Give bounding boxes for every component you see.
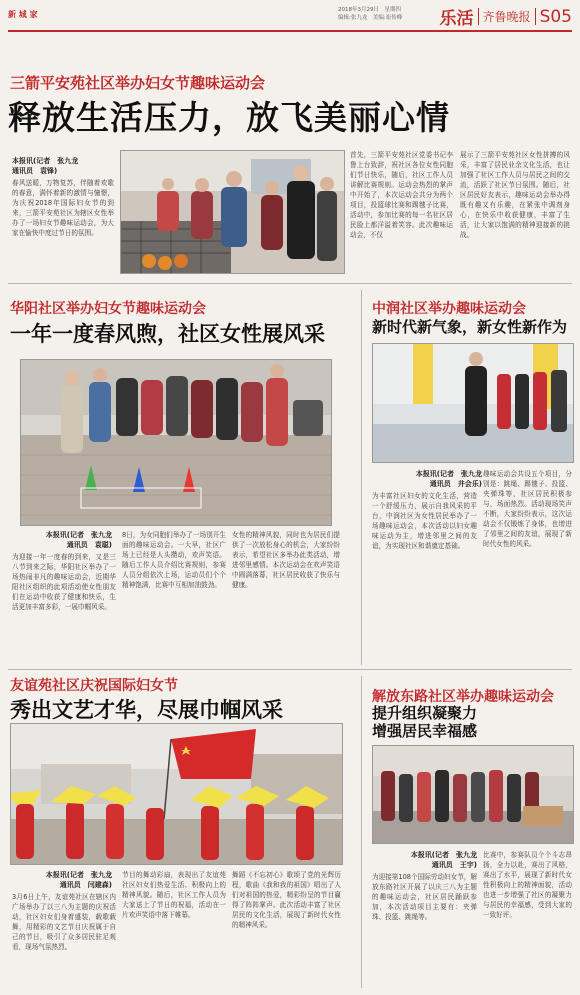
story1-photo	[120, 150, 345, 274]
story3-title	[372, 318, 567, 336]
story5-title-line2: 增强居民幸福感	[372, 722, 478, 740]
column-divider-1	[361, 290, 362, 665]
section-label-left: 新 城 家	[8, 10, 38, 19]
row-divider-1	[8, 283, 572, 284]
story4-photo-image	[11, 724, 342, 864]
story4-title: 秀出文艺才华，尽展巾帼风采	[10, 698, 283, 722]
story5-body-col2: 比赛中，参赛队员个个斗志昂扬，全力以赴，赛出了风格，赛出了水平，展现了新时代女性积极向上的精神面貌，活动也进一步增强了社区的凝聚力与居民的幸福感，受到大家的一致好评。	[483, 851, 572, 919]
story3-title-part2: 新女性新作为	[477, 318, 568, 336]
story2-body-col1: 为迎接一年一度春的到来，又是三八节到来之际，华阳社区举办了一场热闹非凡的趣味运动会，近期华阳社区组织的此项活动使女性朋友们在运动中收获了健康和快乐，生活更加丰富多彩，一展巾帼风采。	[12, 553, 116, 611]
masthead-right	[440, 4, 572, 29]
story1-byline-2: 通讯员 袁锋)	[12, 167, 58, 175]
story3-title-part1: 新时代新气象，	[372, 318, 478, 336]
story2-kicker: 华阳社区举办妇女节趣味运动会	[10, 301, 206, 317]
editor-line: 编辑:张九龙 美编:崔传峰	[338, 15, 403, 21]
story1-byline-1: 本报讯(记者 张九龙	[12, 157, 79, 165]
story4-byline-2: 通讯员 闫建森)	[59, 881, 112, 889]
story2-photo	[20, 359, 332, 526]
page-number: S05	[539, 6, 572, 27]
story1-byline	[12, 156, 112, 176]
story1-body-col3: 展示了三箭平安苑社区女性拼搏的风采，丰富了居民业余文化生活，也让加强了社区工作人员与居民之间的交流，活跃了社区节日氛围。随后，社区居民好友表示，趣味运动会举办得既有趣又有乐趣，在紧张中调剂身心，在快乐中收获健康，丰富了生活，让大家以饱满的精神迎接新的挑战。	[460, 151, 570, 239]
story3-body-col2: 趣味运动会共设五个项目，分别是：跳绳、踢毽子、投篮、夹弹珠等，社区居民积极参与，场面热烈。活动现场笑声不断，大家纷纷表示，这次运动会不仅锻炼了身体，也增进了邻里之间的友谊，展现了新时代女性的风采。	[483, 470, 572, 548]
story2-title: 一年一度春风煦，社区女性展风采	[10, 322, 325, 346]
story2-byline-2: 通讯员 袁聪)	[66, 541, 112, 549]
story5-photo-image	[373, 746, 573, 843]
story5-byline-2: 通讯员 王宇)	[431, 861, 477, 869]
story2-body-col2: 8日，为女同胞们举办了一场别开生面的趣味运动会。一大早，社区广场上已经是人头攒动，欢声笑语。随后工作人员介绍比赛规则，参赛人员分组依次上场，运动员们个个精神饱满，比赛中互相加油鼓劲。	[122, 531, 226, 589]
story3-kicker: 中润社区举办趣味运动会	[372, 301, 526, 317]
story2-photo-image	[21, 360, 331, 525]
story3-byline-2: 通讯员 井会乐)	[429, 480, 482, 488]
story5-byline-1: 本报讯(记者 张九龙	[410, 851, 477, 859]
story1-photo-image	[121, 151, 344, 273]
story3-body-col1: 为丰富社区妇女的文化生活，营造一个舒缓压力，展示自我风采的平台，中润社区为女性居民举办了一场趣味运动会，本次活动以妇女趣味运动为主，增进邻里之间的友谊，为实现社区和谐奠定基础。	[372, 492, 477, 550]
story4-kicker: 友谊苑社区庆祝国际妇女节	[10, 678, 178, 694]
story5-byline	[372, 850, 477, 870]
story1-body-col1: 春风送暖，万物复苏，伴随着欢歌的春意，满怀着新的激情与憧憬，为庆祝2018年国际妇女节的到来，三箭平安苑社区为辖区女性举办了一场妇女节趣味运动会，为大家在愉快中度过节日的氛围。	[12, 179, 114, 237]
newspaper-brand: 齐鲁晚报	[478, 8, 536, 25]
masthead-rule	[8, 30, 572, 32]
story1-title: 释放生活压力，放飞美丽心情	[8, 98, 450, 137]
story2-byline-1: 本报讯(记者 张九龙	[45, 531, 112, 539]
story4-body-col3: 舞蹈《不忘初心》歌颂了党的光辉历程，歌曲《我和我的祖国》唱出了人们对祖国的热爱，精彩纷呈的节目赢得了阵阵掌声。此次活动丰富了社区居民的文化生活，展现了新时代女性的精神风采。	[232, 871, 341, 929]
story5-title	[372, 704, 477, 740]
column-divider-2	[361, 676, 362, 988]
story4-photo	[10, 723, 343, 865]
story3-photo	[372, 343, 574, 463]
story3-byline-1: 本报讯(记者 张九龙	[415, 470, 482, 478]
story4-byline	[12, 870, 112, 890]
story5-kicker: 解放东路社区举办趣味运动会	[372, 689, 554, 705]
story2-body-col3: 女性的精神风貌，同时也为居民们提供了一次放松身心的机会，大家纷纷表示，希望社区多举办此类活动，增进邻里感情。本次运动会在欢声笑语中圆满落幕，社区居民收获了快乐与健康。	[232, 531, 340, 589]
story5-title-line1: 提升组织凝聚力	[372, 704, 478, 722]
story4-body-col1: 3月6日上午，友谊苑社区在辖区内广场举办了以三八为主题的庆祝活动，社区妇女们身着盛装，载歌载舞，用精彩的文艺节目庆祝属于自己的节日，吸引了众多居民驻足观看，现场气氛热烈。	[12, 893, 116, 951]
story3-photo-image	[373, 344, 573, 462]
story1-kicker: 三箭平安苑社区举办妇女节趣味运动会	[10, 74, 266, 92]
story3-byline	[372, 469, 482, 489]
story1-body-col2: 首先，三箭平安苑社区党委书记李鲁上台致辞，祝社区各位女性同胞们节日快乐，随后，社区工作人员讲解比赛规则。运动会热烈的掌声中开始了，本次运动会共分为两个项目，投篮球比赛和踢毽子比赛，活动中，参加比赛的每一名社区居民脸上都洋溢着笑容。此次趣味运动会，不仅	[350, 151, 453, 239]
story5-body-col1: 为迎接第108个国际劳动妇女节，解放东路社区开展了以庆三八为主题的趣味运动会，社区居民踊跃参加，本次活动项目主要有：夹弹珠、投篮、跳绳等。	[372, 873, 477, 921]
story4-byline-1: 本报讯(记者 张九龙	[45, 871, 112, 879]
story5-photo	[372, 745, 574, 844]
story2-byline	[12, 530, 112, 550]
story4-body-col2: 节目的舞动彩扇，表现出了友谊苑社区妇女们热爱生活、积极向上的精神风貌。随后，社区工作人员为大家送上了节日的祝福，活动在一片欢声笑语中落下帷幕。	[122, 871, 226, 919]
row-divider-2	[8, 669, 572, 670]
date-editor-block	[338, 6, 402, 22]
section-title: 乐活	[439, 9, 474, 29]
date-line: 2018年3月29日 星期四	[338, 7, 401, 13]
